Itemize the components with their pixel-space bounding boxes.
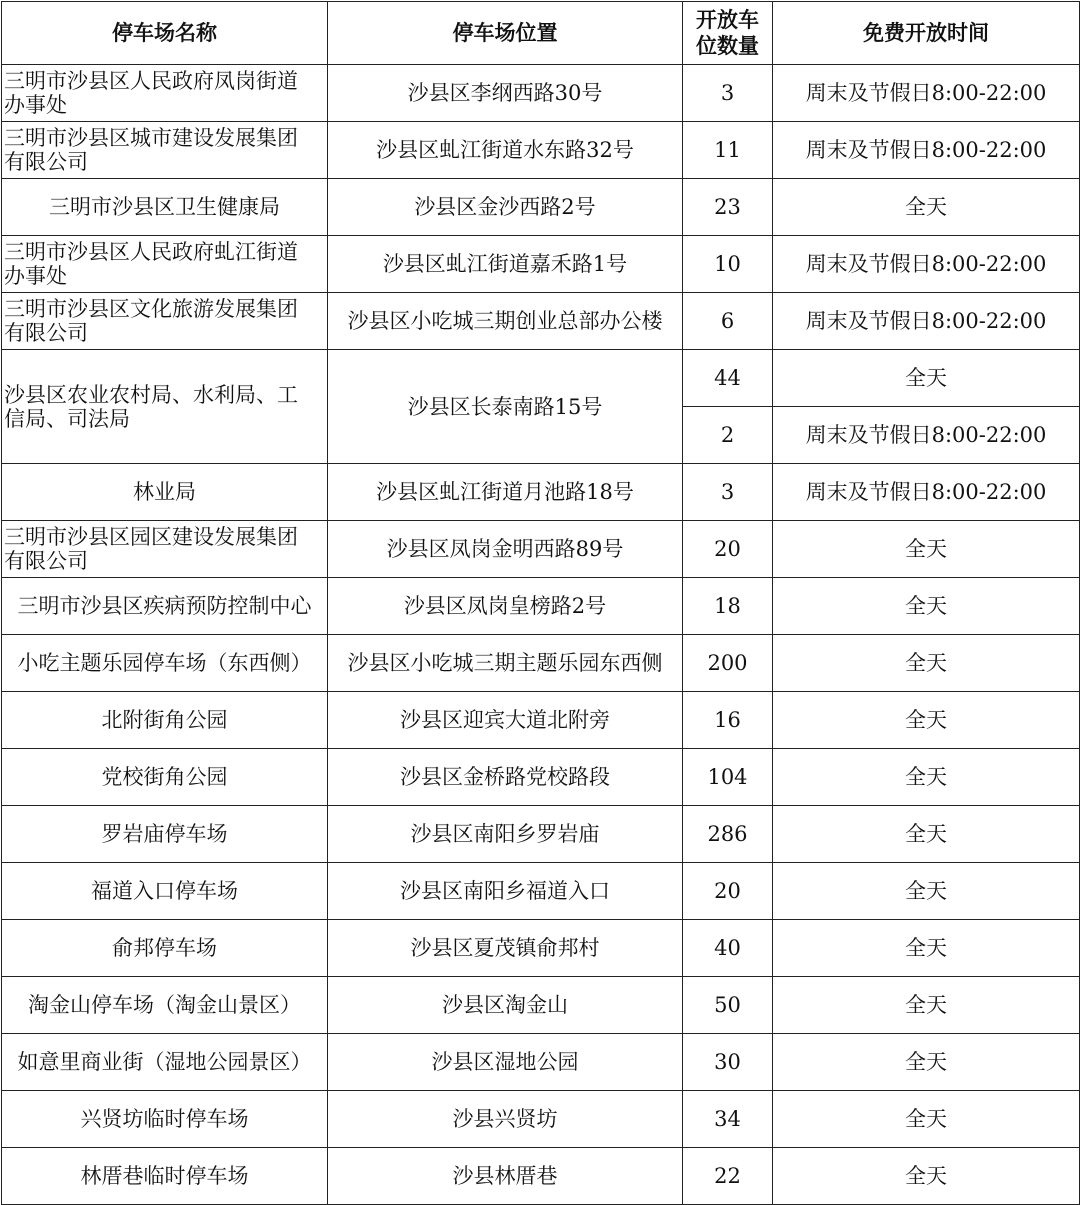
cell-name	[2, 350, 328, 464]
cell-hours: 全天	[773, 920, 1080, 977]
cell-location: 沙县区虬江街道水东路32号	[328, 122, 683, 179]
cell-hours: 全天	[773, 635, 1080, 692]
cell-location: 沙县区长泰南路15号	[328, 350, 683, 464]
cell-location: 沙县区凤岗皇榜路2号	[328, 578, 683, 635]
cell-name	[2, 692, 328, 749]
cell-name-line1: 三明市沙县区文化旅游发展集团	[4, 297, 298, 321]
cell-name-line2: 办事处	[4, 93, 67, 117]
cell-hours: 全天	[773, 521, 1080, 578]
cell-location: 沙县区小吃城三期主题乐园东西侧	[328, 635, 683, 692]
cell-hours: 周末及节假日8:00-22:00	[773, 464, 1080, 521]
cell-location: 沙县林厝巷	[328, 1148, 683, 1205]
cell-spaces: 23	[683, 179, 773, 236]
cell-name-line1: 小吃主题乐园停车场（东西侧）	[17, 651, 312, 675]
cell-spaces: 20	[683, 863, 773, 920]
table-row	[2, 977, 1080, 1034]
cell-name-line1: 三明市沙县区城市建设发展集团	[4, 126, 298, 150]
cell-name	[2, 65, 328, 122]
cell-location: 沙县区虬江街道嘉禾路1号	[328, 236, 683, 293]
cell-name	[2, 521, 328, 578]
cell-name-line1: 三明市沙县区人民政府凤岗街道	[4, 69, 298, 93]
cell-name-line1: 如意里商业街（湿地公园景区）	[17, 1050, 312, 1074]
header-hours: 免费开放时间	[773, 2, 1080, 65]
cell-spaces: 286	[683, 806, 773, 863]
cell-name-line1: 沙县区农业农村局、水利局、工	[4, 382, 298, 407]
cell-spaces: 20	[683, 521, 773, 578]
table-row	[2, 1148, 1080, 1205]
cell-name-line1: 三明市沙县区园区建设发展集团	[4, 525, 298, 549]
cell-hours: 周末及节假日8:00-22:00	[773, 293, 1080, 350]
table-row	[2, 521, 1080, 578]
table-body	[2, 65, 1080, 1205]
cell-spaces: 18	[683, 578, 773, 635]
cell-hours: 全天	[773, 350, 1080, 407]
cell-location: 沙县区金桥路党校路段	[328, 749, 683, 806]
cell-name-line1: 三明市沙县区人民政府虬江街道	[4, 240, 298, 264]
cell-hours: 全天	[773, 806, 1080, 863]
cell-spaces: 3	[683, 464, 773, 521]
header-spaces	[683, 2, 773, 65]
cell-location: 沙县区南阳乡罗岩庙	[328, 806, 683, 863]
cell-name	[2, 578, 328, 635]
cell-hours: 全天	[773, 578, 1080, 635]
cell-name	[2, 122, 328, 179]
cell-spaces: 22	[683, 1148, 773, 1205]
cell-spaces: 40	[683, 920, 773, 977]
cell-name	[2, 863, 328, 920]
header-spaces-line1: 开放车	[696, 8, 759, 32]
cell-name	[2, 806, 328, 863]
cell-name-line1: 三明市沙县区疾病预防控制中心	[17, 594, 312, 618]
cell-name	[2, 464, 328, 521]
cell-name	[2, 1034, 328, 1091]
cell-name-line1: 俞邦停车场	[112, 936, 217, 960]
table-row	[2, 578, 1080, 635]
cell-spaces: 6	[683, 293, 773, 350]
cell-name	[2, 1091, 328, 1148]
cell-name	[2, 977, 328, 1034]
cell-location: 沙县区凤岗金明西路89号	[328, 521, 683, 578]
cell-spaces: 104	[683, 749, 773, 806]
header-spaces-line2: 位数量	[696, 34, 759, 58]
table-row	[2, 1034, 1080, 1091]
table-row	[2, 692, 1080, 749]
table-row	[2, 122, 1080, 179]
cell-location: 沙县区虬江街道月池路18号	[328, 464, 683, 521]
header-name: 停车场名称	[2, 2, 328, 65]
cell-hours: 全天	[773, 977, 1080, 1034]
cell-location: 沙县区小吃城三期创业总部办公楼	[328, 293, 683, 350]
header-location: 停车场位置	[328, 2, 683, 65]
cell-name-line1: 林业局	[133, 480, 196, 504]
table-row	[2, 806, 1080, 863]
cell-name-line1: 福道入口停车场	[91, 879, 238, 903]
cell-name	[2, 635, 328, 692]
table-row	[2, 236, 1080, 293]
table-row	[2, 635, 1080, 692]
cell-name-line1: 党校街角公园	[101, 765, 228, 789]
cell-spaces: 3	[683, 65, 773, 122]
cell-spaces: 200	[683, 635, 773, 692]
table-row	[2, 293, 1080, 350]
table-row	[2, 1091, 1080, 1148]
table-row	[2, 65, 1080, 122]
cell-name-line2: 信局、司法局	[4, 406, 130, 431]
cell-name-line2: 有限公司	[4, 150, 88, 174]
cell-name	[2, 179, 328, 236]
cell-location: 沙县区湿地公园	[328, 1034, 683, 1091]
cell-hours: 周末及节假日8:00-22:00	[773, 407, 1080, 464]
table-row	[2, 464, 1080, 521]
cell-location: 沙县区金沙西路2号	[328, 179, 683, 236]
cell-spaces: 34	[683, 1091, 773, 1148]
cell-name-line1: 罗岩庙停车场	[101, 822, 228, 846]
table-row	[2, 863, 1080, 920]
parking-table	[1, 1, 1080, 1205]
cell-spaces: 50	[683, 977, 773, 1034]
table-row	[2, 920, 1080, 977]
cell-spaces: 11	[683, 122, 773, 179]
cell-location: 沙县区淘金山	[328, 977, 683, 1034]
table-row	[2, 179, 1080, 236]
cell-location: 沙县区迎宾大道北附旁	[328, 692, 683, 749]
cell-spaces: 44	[683, 350, 773, 407]
cell-hours: 周末及节假日8:00-22:00	[773, 65, 1080, 122]
cell-hours: 全天	[773, 1034, 1080, 1091]
cell-name	[2, 920, 328, 977]
cell-spaces: 30	[683, 1034, 773, 1091]
cell-name-line1: 林厝巷临时停车场	[80, 1164, 249, 1188]
cell-name	[2, 293, 328, 350]
cell-spaces: 10	[683, 236, 773, 293]
cell-name-line2: 有限公司	[4, 549, 88, 573]
cell-name	[2, 236, 328, 293]
cell-spaces: 2	[683, 407, 773, 464]
cell-name-line1: 兴贤坊临时停车场	[80, 1107, 249, 1131]
cell-hours: 全天	[773, 179, 1080, 236]
cell-hours: 全天	[773, 1148, 1080, 1205]
cell-name-line1: 北附街角公园	[101, 708, 228, 732]
cell-name-line1: 三明市沙县区卫生健康局	[49, 195, 280, 219]
table-row	[2, 749, 1080, 806]
table-row	[2, 350, 1080, 407]
cell-hours: 周末及节假日8:00-22:00	[773, 122, 1080, 179]
cell-spaces: 16	[683, 692, 773, 749]
cell-hours: 全天	[773, 1091, 1080, 1148]
cell-name	[2, 1148, 328, 1205]
cell-name-line2: 有限公司	[4, 321, 88, 345]
cell-hours: 全天	[773, 863, 1080, 920]
cell-location: 沙县区夏茂镇俞邦村	[328, 920, 683, 977]
cell-location: 沙县区南阳乡福道入口	[328, 863, 683, 920]
cell-hours: 全天	[773, 749, 1080, 806]
cell-name-line2: 办事处	[4, 264, 67, 288]
cell-name-line1: 淘金山停车场（淘金山景区）	[28, 993, 301, 1017]
cell-location: 沙县区李纲西路30号	[328, 65, 683, 122]
header-row	[2, 2, 1080, 65]
cell-location: 沙县兴贤坊	[328, 1091, 683, 1148]
cell-name	[2, 749, 328, 806]
cell-hours: 全天	[773, 692, 1080, 749]
cell-hours: 周末及节假日8:00-22:00	[773, 236, 1080, 293]
